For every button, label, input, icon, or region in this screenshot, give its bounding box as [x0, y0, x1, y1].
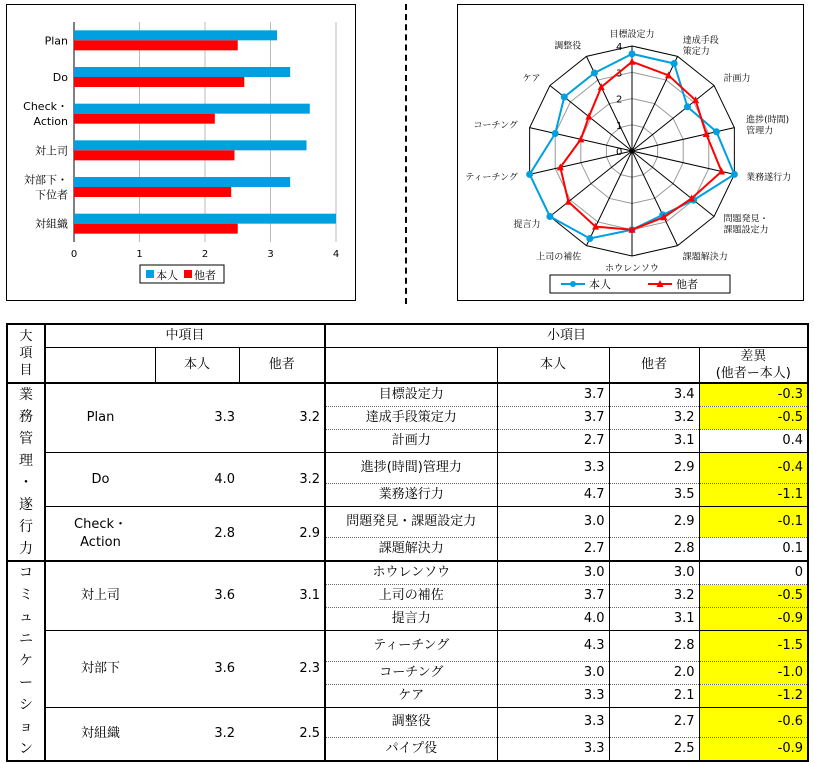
radar-point-self	[684, 103, 691, 110]
table-row	[7, 561, 808, 585]
item-diff: -0.4	[699, 453, 808, 484]
radar-point-self	[552, 130, 559, 137]
x-tick-label: 1	[136, 249, 143, 260]
header-sub-self: 本人	[497, 348, 609, 384]
bar-self	[74, 67, 290, 77]
item-self: 3.0	[497, 561, 609, 585]
item-diff: -0.6	[699, 707, 808, 738]
radar-point-self	[713, 128, 720, 135]
item-name: パイプ役	[325, 738, 497, 762]
table-row	[7, 707, 808, 738]
header-major: 大 項 目	[7, 324, 45, 383]
radar-axis-label: 調整役	[554, 41, 582, 52]
item-other: 2.1	[609, 684, 699, 707]
item-diff: -1.1	[699, 484, 808, 507]
radar-point-self	[731, 171, 738, 178]
item-self: 3.3	[497, 684, 609, 707]
mid-self: 3.2	[155, 707, 239, 761]
mid-category: 対部下	[45, 631, 155, 708]
radar-point-self	[546, 213, 553, 220]
item-self: 4.0	[497, 608, 609, 631]
radar-axis-label: 課題解決力	[682, 252, 728, 263]
bar-other	[74, 40, 238, 50]
item-self: 3.3	[497, 453, 609, 484]
mid-other: 3.2	[239, 383, 325, 453]
legend-label-other: 他者	[676, 278, 698, 291]
table-row	[7, 453, 808, 484]
item-name: 計画力	[325, 430, 497, 453]
item-name: コーチング	[325, 661, 497, 684]
item-diff: -1.0	[699, 661, 808, 684]
item-other: 2.9	[609, 453, 699, 484]
bar-self	[74, 104, 310, 114]
item-self: 4.7	[497, 484, 609, 507]
item-other: 2.8	[609, 538, 699, 562]
item-self: 3.7	[497, 585, 609, 608]
item-diff: -0.9	[699, 608, 808, 631]
category-label: 対部下・下位者	[24, 173, 68, 202]
mid-category: Check・ Action	[45, 507, 155, 562]
legend-marker-self	[570, 281, 576, 287]
mid-other: 3.1	[239, 561, 325, 631]
mid-self: 3.6	[155, 631, 239, 708]
item-self: 2.7	[497, 430, 609, 453]
header-mid-self: 本人	[155, 348, 239, 384]
category-label: Check・ Action	[23, 100, 68, 129]
item-diff: -1.5	[699, 631, 808, 662]
item-name: ケア	[325, 684, 497, 707]
item-diff: 0.1	[699, 538, 808, 562]
radar-axis-label: ケア	[522, 74, 541, 85]
mid-self: 4.0	[155, 453, 239, 507]
bar-chart	[7, 5, 355, 300]
item-self: 3.7	[497, 383, 609, 407]
radar-axis-label: 達成手段策定力	[682, 36, 719, 58]
radar-tick-label: 4	[616, 42, 623, 53]
x-tick-label: 0	[70, 249, 78, 260]
header-sub-other: 他者	[609, 348, 699, 384]
bar-other	[74, 224, 238, 234]
legend-label-self: 本人	[589, 278, 611, 291]
item-name: ホウレンソウ	[325, 561, 497, 585]
table-row	[7, 383, 808, 407]
item-name: 目標設定力	[325, 383, 497, 407]
radar-chart-panel	[457, 4, 804, 301]
item-name: 業務遂行力	[325, 484, 497, 507]
radar-axis-label: 業務遂行力	[746, 173, 792, 184]
radar-axis-label: ティーチング	[465, 173, 518, 184]
radar-point-self	[526, 171, 533, 178]
radar-point-self	[629, 50, 636, 57]
header-mid-blank	[45, 348, 155, 384]
bar-self	[74, 177, 290, 187]
legend-label-self: 本人	[156, 269, 178, 282]
item-other: 3.0	[609, 561, 699, 585]
radar-axis-label: コーチング	[473, 120, 518, 131]
mid-other: 2.9	[239, 507, 325, 562]
item-other: 2.7	[609, 707, 699, 738]
item-name: ティーチング	[325, 631, 497, 662]
radar-series-other	[560, 62, 721, 230]
mid-category: 対上司	[45, 561, 155, 631]
item-name: 提言力	[325, 608, 497, 631]
item-diff: -1.2	[699, 684, 808, 707]
header-sub: 小項目	[325, 324, 808, 348]
category-label: 対上司	[35, 144, 68, 158]
mid-self: 2.8	[155, 507, 239, 562]
radar-spoke	[632, 151, 678, 246]
item-self: 3.3	[497, 707, 609, 738]
item-other: 2.5	[609, 738, 699, 762]
item-diff: 0	[699, 561, 808, 585]
item-other: 3.2	[609, 407, 699, 430]
category-label: Do	[52, 71, 68, 84]
radar-point-other	[585, 113, 592, 120]
item-diff: 0.4	[699, 430, 808, 453]
mid-other: 3.2	[239, 453, 325, 507]
radar-axis-label: 計画力	[723, 74, 751, 85]
header-mid: 中項目	[45, 324, 325, 348]
item-diff: -0.9	[699, 738, 808, 762]
radar-axis-label: 問題発見・課題設定力	[723, 214, 769, 236]
radar-tick-label: 2	[616, 94, 623, 106]
radar-axis-label: ホウレンソウ	[605, 264, 659, 274]
item-name: 課題解決力	[325, 538, 497, 562]
item-other: 2.8	[609, 631, 699, 662]
radar-point-self	[671, 60, 678, 67]
radar-chart	[458, 5, 803, 300]
category-label: 対組織	[35, 217, 68, 231]
item-other: 2.9	[609, 507, 699, 538]
header-diff-line1: 差異	[740, 349, 767, 364]
radar-tick-label: 1	[616, 120, 623, 132]
legend-swatch-self	[146, 270, 154, 278]
major-category: 業 務 管 理 ・ 遂 行 力	[7, 383, 45, 561]
bar-self	[74, 214, 336, 224]
bar-other	[74, 114, 215, 124]
item-other: 3.4	[609, 383, 699, 407]
item-other: 3.2	[609, 585, 699, 608]
item-diff: -0.3	[699, 383, 808, 407]
radar-axis-label: 提言力	[513, 219, 541, 230]
radar-point-self	[591, 69, 598, 76]
table-row	[7, 631, 808, 662]
score-table-wrapper	[6, 323, 807, 759]
dashed-divider	[405, 4, 407, 304]
item-other: 3.1	[609, 430, 699, 453]
mid-other: 2.5	[239, 707, 325, 761]
mid-category: Plan	[45, 383, 155, 453]
bar-other	[74, 150, 234, 160]
item-self: 3.0	[497, 661, 609, 684]
item-self: 2.7	[497, 538, 609, 562]
radar-axis-label: 進捗(時間)管理力	[746, 115, 790, 137]
radar-point-other	[565, 198, 572, 205]
item-other: 3.5	[609, 484, 699, 507]
x-tick-label: 4	[332, 249, 340, 260]
item-name: 進捗(時間)管理力	[325, 453, 497, 484]
item-name: 上司の補佐	[325, 585, 497, 608]
bar-self	[74, 30, 277, 40]
header-diff-line2: (他者ー本人)	[715, 366, 791, 381]
table-row	[7, 507, 808, 538]
bar-self	[74, 140, 307, 150]
major-category: コ ミ ュ ニ ケ ー シ ョ ン	[7, 561, 45, 761]
header-sub-blank	[325, 348, 497, 384]
radar-tick-label: 0	[616, 147, 623, 158]
item-self: 3.3	[497, 738, 609, 762]
x-tick-label: 3	[267, 249, 274, 260]
item-self: 3.7	[497, 407, 609, 430]
item-self: 3.0	[497, 507, 609, 538]
mid-self: 3.3	[155, 383, 239, 453]
item-diff: -0.5	[699, 407, 808, 430]
radar-point-other	[629, 58, 636, 65]
item-name: 問題発見・課題設定力	[325, 507, 497, 538]
item-self: 4.3	[497, 631, 609, 662]
item-other: 3.1	[609, 608, 699, 631]
mid-category: Do	[45, 453, 155, 507]
bar-other	[74, 187, 231, 197]
radar-tick-label: 3	[616, 68, 623, 80]
item-other: 2.0	[609, 661, 699, 684]
mid-category: 対組織	[45, 707, 155, 761]
mid-self: 3.6	[155, 561, 239, 631]
radar-point-self	[586, 235, 593, 242]
item-diff: -0.5	[699, 585, 808, 608]
legend-label-other: 他者	[194, 269, 216, 282]
radar-axis-label: 目標設定力	[609, 30, 655, 40]
header-diff	[699, 348, 808, 384]
header-mid-other: 他者	[239, 348, 325, 384]
item-diff: -0.1	[699, 507, 808, 538]
legend-swatch-other	[184, 270, 192, 278]
score-table	[6, 323, 809, 762]
bar-chart-panel	[6, 4, 356, 301]
category-label: Plan	[44, 34, 68, 48]
mid-other: 2.3	[239, 631, 325, 708]
radar-point-self	[561, 93, 568, 100]
item-name: 達成手段策定力	[325, 407, 497, 430]
bar-other	[74, 77, 244, 87]
radar-axis-label: 上司の補佐	[536, 252, 582, 263]
item-name: 調整役	[325, 707, 497, 738]
x-tick-label: 2	[201, 249, 209, 260]
